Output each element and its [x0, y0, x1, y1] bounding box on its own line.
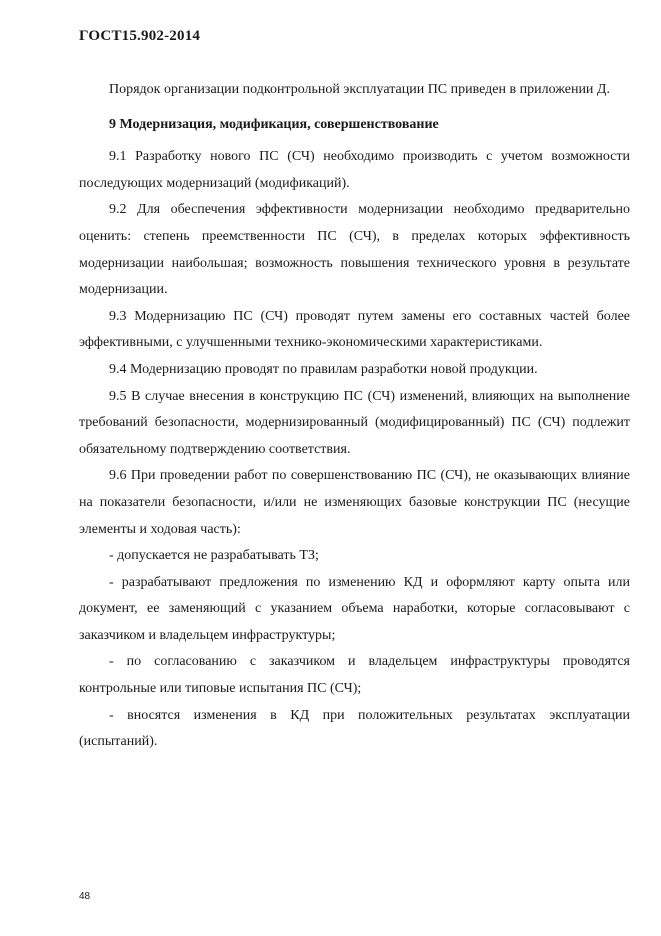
list-item: - допускается не разрабатывать ТЗ; [109, 548, 319, 564]
paragraph-9-1: 9.1 Разработку нового ПС (СЧ) необходимо производить с учетом возможности последующих модернизаций (модификаций). [79, 149, 630, 191]
page-number: 48 [79, 891, 91, 902]
document-body [79, 77, 630, 756]
list-item: - разрабатывают предложения по изменению КД и оформляют карту опыта или документ, ее заменяющий с указанием объема наработки, которые согласовывают с заказчиком и владельцем инфраструктуры; [79, 574, 630, 643]
paragraph-9-3: 9.3 Модернизацию ПС (СЧ) проводят путем замены его составных частей более эффективными, с улучшенными технико-экономическими характеристиками. [79, 308, 630, 351]
paragraph-9-5: 9.5 В случае внесения в конструкцию ПС (СЧ) изменений, влияющих на выполнение требований безопасности, модернизированный (модифицированный) ПС (СЧ) подлежит обязательному подтверждению соответствия. [79, 388, 630, 457]
paragraph-9-2: 9.2 Для обеспечения эффективности модернизации необходимо предварительно оценить: степень преемственности ПС (СЧ), в пределах которых эффективность модернизации наибольшая; возможность повышения технического уровня в результате модернизации. [79, 202, 630, 298]
document-code-header: ГОСТ15.902-2014 [79, 28, 201, 44]
section-heading: 9 Модернизация, модификация, совершенствование [109, 116, 439, 132]
list-item: - вносятся изменения в КД при положительных результатах эксплуатации (испытаний). [79, 707, 630, 750]
paragraph-9-4: 9.4 Модернизацию проводят по правилам разработки новой продукции. [109, 361, 538, 377]
list-item: - по согласованию с заказчиком и владельцем инфраструктуры проводятся контрольные или типовые испытания ПС (СЧ); [79, 654, 630, 697]
intro-paragraph: Порядок организации подконтрольной эксплуатации ПС приведен в приложении Д. [109, 82, 610, 97]
paragraph-9-6: 9.6 При проведении работ по совершенствованию ПС (СЧ), не оказывающих влияние на показатели безопасности, и/или не изменяющих базовые конструкции ПС (несущие элементы и ходовая часть): [79, 468, 630, 537]
